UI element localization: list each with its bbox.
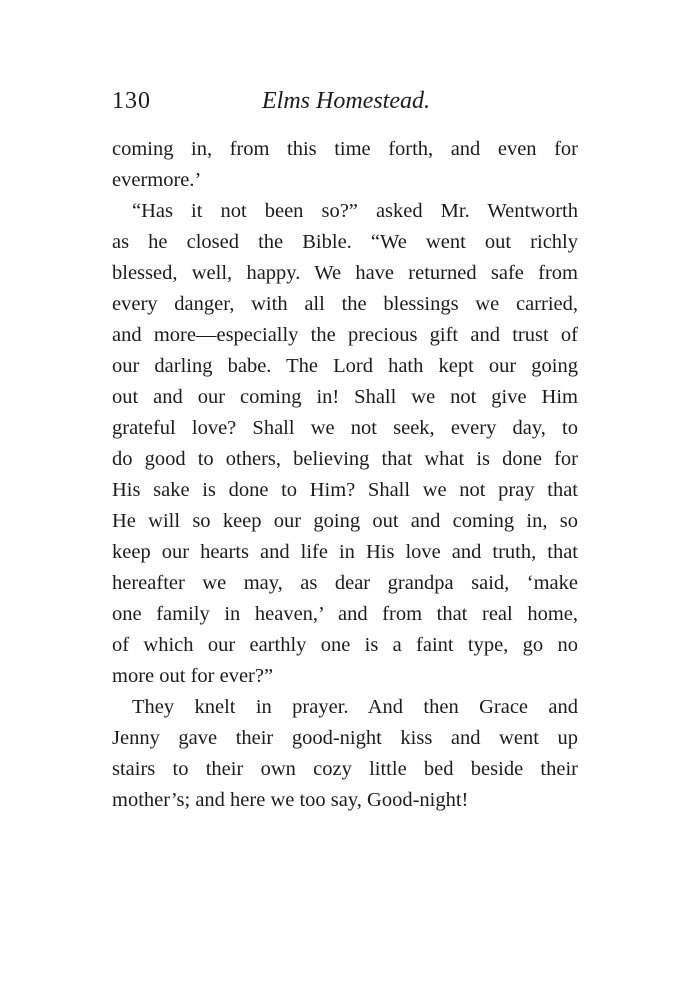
text-line: coming in, from this time forth, and even for xyxy=(112,138,578,160)
text-line: more out for ever?” xyxy=(112,665,274,687)
text-line: out and our coming in! Shall we not give Him xyxy=(112,386,578,408)
paragraph-1 xyxy=(112,134,578,196)
text-line: mother’s; and here we too say, Good-night! xyxy=(112,789,469,811)
text-line: grateful love? Shall we not seek, every day, to xyxy=(112,417,578,439)
text-line: do good to others, believing that what is done for xyxy=(112,448,578,470)
text-line: They knelt in prayer. And then Grace and xyxy=(132,696,578,718)
text-line: Jenny gave their good-night kiss and went up xyxy=(112,727,578,749)
text-line: blessed, well, happy. We have returned safe from xyxy=(112,262,578,284)
body-text xyxy=(112,134,578,816)
text-line: and more—especially the precious gift and trust of xyxy=(112,324,578,346)
text-line: evermore.’ xyxy=(112,169,202,191)
text-line: our darling babe. The Lord hath kept our going xyxy=(112,355,578,377)
text-line: His sake is done to Him? Shall we not pray that xyxy=(112,479,578,501)
text-line: every danger, with all the blessings we carried, xyxy=(112,293,578,315)
text-line: of which our earthly one is a faint type, go no xyxy=(112,634,578,656)
running-title: Elms Homestead. xyxy=(262,88,430,114)
text-line: stairs to their own cozy little bed beside their xyxy=(112,758,578,780)
text-line: “Has it not been so?” asked Mr. Wentworth xyxy=(132,200,578,222)
text-line: hereafter we may, as dear grandpa said, ‘make xyxy=(112,572,578,594)
paragraph-3 xyxy=(112,692,578,816)
text-line: one family in heaven,’ and from that real home, xyxy=(112,603,578,625)
page-header xyxy=(112,88,578,122)
page-number: 130 xyxy=(112,88,151,114)
text-line: He will so keep our going out and coming in, so xyxy=(112,510,578,532)
paragraph-2 xyxy=(112,196,578,692)
text-line: as he closed the Bible. “We went out richly xyxy=(112,231,578,253)
text-line: keep our hearts and life in His love and truth, that xyxy=(112,541,578,563)
